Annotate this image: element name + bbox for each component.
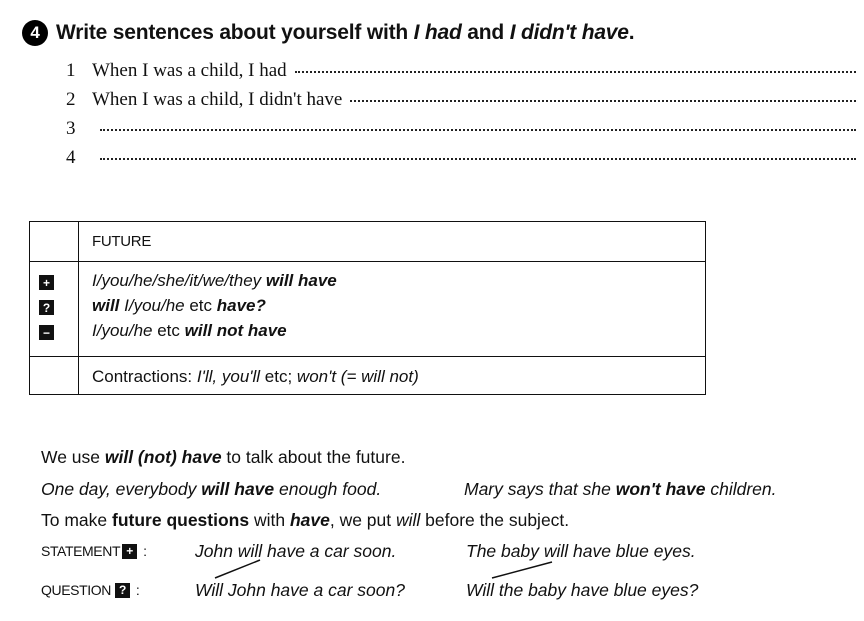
question-example-1: Will John have a car soon? xyxy=(195,580,405,600)
rule-line-2: To make future questions with have, we put will before the subject. xyxy=(41,510,570,530)
table-row-negative: I/you/he etc will not have xyxy=(92,321,287,340)
arrow-line-1 xyxy=(215,560,260,578)
exercise-line-1[interactable]: 1 When I was a child, I had xyxy=(66,60,856,82)
question-icon: ? xyxy=(115,583,130,598)
question-example-2: Will the baby have blue eyes? xyxy=(466,580,699,600)
example-sentence-1: One day, everybody will have enough food. xyxy=(41,479,382,499)
exercise-line-3[interactable]: 3 xyxy=(66,118,856,140)
plus-icon: + xyxy=(39,275,54,290)
question-icon: ? xyxy=(39,300,54,315)
statement-label: STATEMENT + : xyxy=(41,543,147,559)
exercise-instruction: Write sentences about yourself with I had and I didn't have. xyxy=(56,21,635,44)
question-label: QUESTION ? : xyxy=(41,582,140,598)
table-row-affirmative: I/you/he/she/it/we/they will have xyxy=(92,271,337,290)
statement-example-1: John will have a car soon. xyxy=(195,541,397,561)
exercise-line-4[interactable]: 4 xyxy=(66,147,856,169)
table-row-question: will I/you/he etc have? xyxy=(92,296,266,315)
plus-icon: + xyxy=(122,544,137,559)
minus-icon: − xyxy=(39,325,54,340)
rule-line-1: We use will (not) have to talk about the future. xyxy=(41,447,406,467)
example-sentence-2: Mary says that she won't have children. xyxy=(464,479,777,499)
contractions-row: Contractions: I'll, you'll etc; won't (= will not) xyxy=(92,367,419,386)
arrow-line-2 xyxy=(492,562,552,578)
table-header-future: FUTURE xyxy=(92,233,152,250)
statement-example-2: The baby will have blue eyes. xyxy=(466,541,696,561)
exercise-line-2[interactable]: 2 When I was a child, I didn't have xyxy=(66,89,856,111)
exercise-number: 4 xyxy=(22,20,48,46)
